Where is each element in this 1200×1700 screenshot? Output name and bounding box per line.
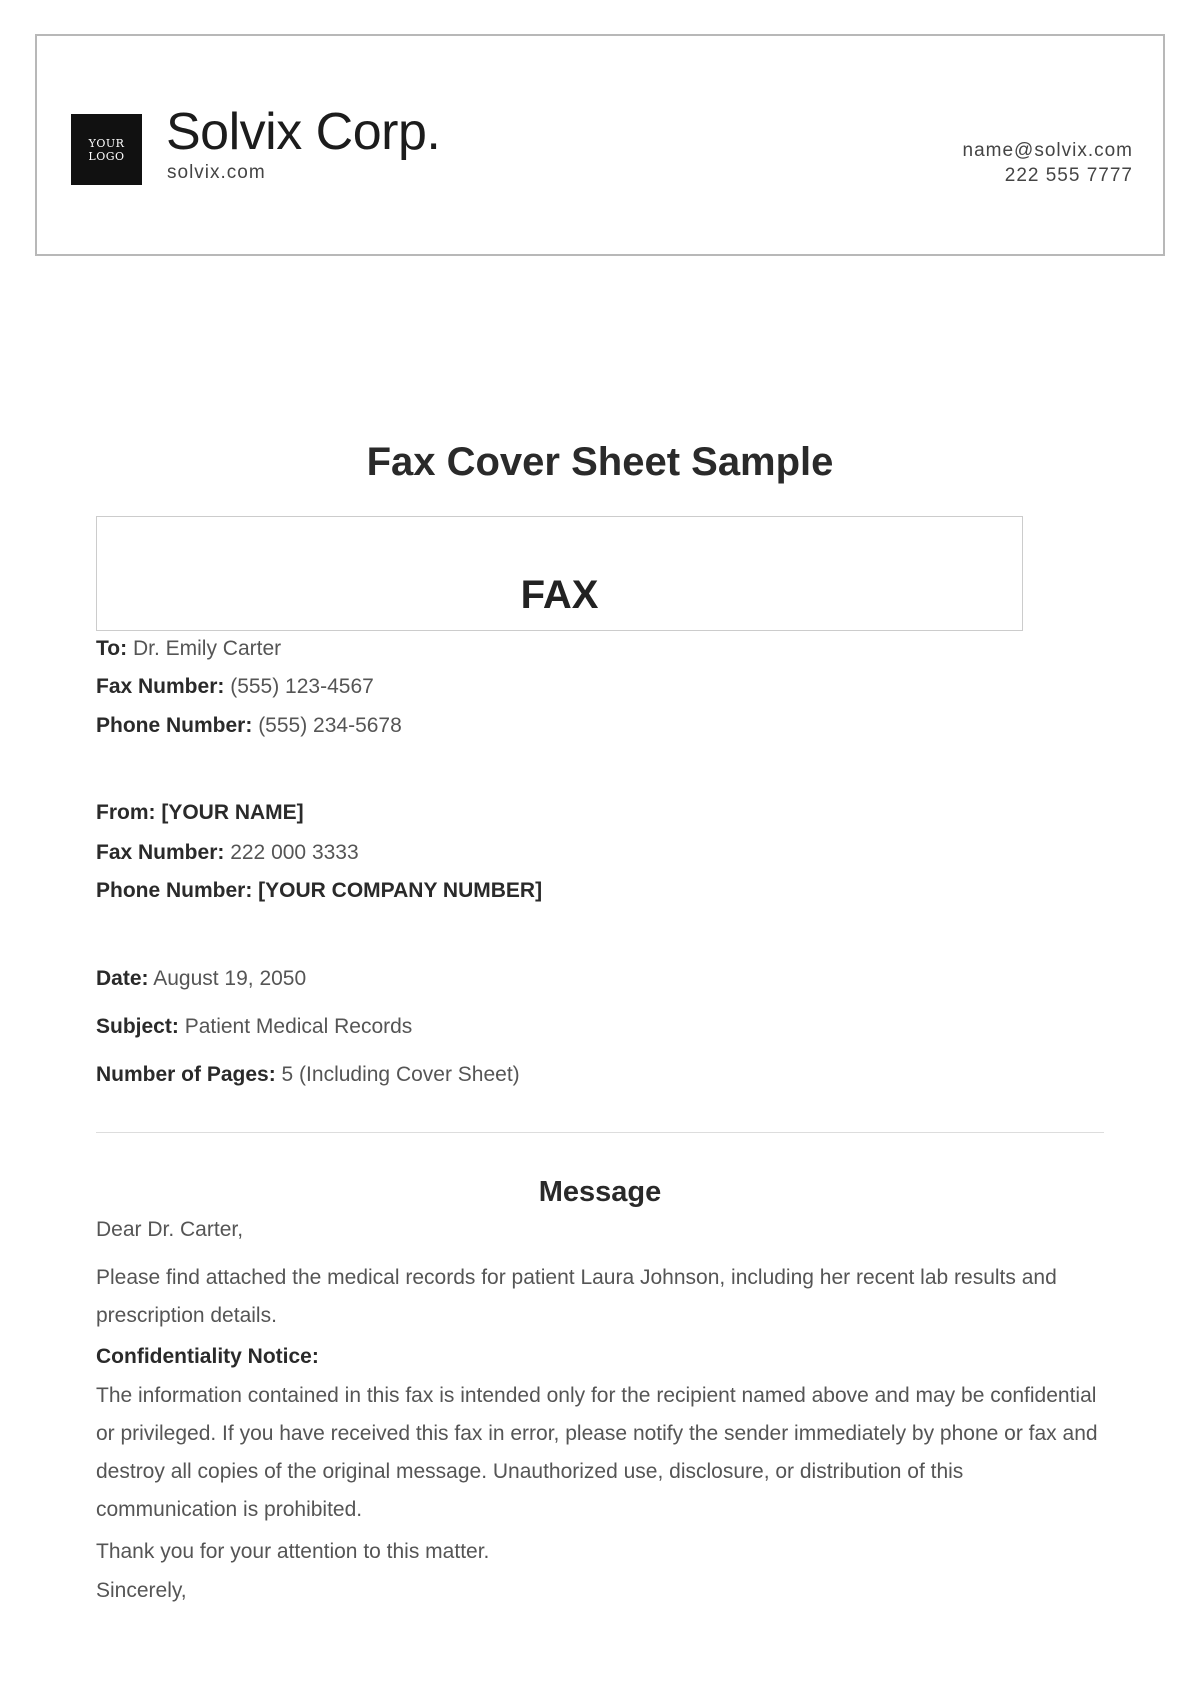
sender-fax-field [96, 841, 359, 865]
confidentiality-heading: Confidentiality Notice: [96, 1345, 319, 1368]
to-label: To: [96, 637, 128, 660]
sender-phone-field: Phone Number: [YOUR COMPANY NUMBER] [96, 879, 543, 902]
company-website: solvix.com [167, 162, 266, 183]
document-title: Fax Cover Sheet Sample [366, 440, 834, 484]
to-value: Dr. Emily Carter [132, 637, 282, 660]
subject-label: Subject: [96, 1015, 179, 1038]
sender-fax-label: Fax Number: [96, 841, 225, 864]
date-label: Date: [96, 967, 149, 990]
letterhead [35, 34, 1165, 256]
company-email: name@solvix.com [962, 140, 1133, 161]
pages-field [96, 1063, 520, 1087]
pages-value: 5 (Including Cover Sheet) [281, 1063, 520, 1086]
pages-label: Number of Pages: [96, 1063, 276, 1086]
company-name: Solvix Corp. [166, 103, 441, 161]
fax-label: FAX [520, 573, 599, 617]
message-paragraph: Please find attached the medical records for patient Laura Johnson, including her recent lab results and prescription details. [96, 1266, 1057, 1327]
company-phone: 222 555 7777 [1004, 165, 1133, 186]
confidentiality-text: The information contained in this fax is intended only for the recipient named above and may be confidential or privileged. If you have received this fax in error, please notify the sender immediately by phone or fax and destroy all copies of the original message. Unauthorized use, disclosure, or distribution of this communication is prohibited. [96, 1384, 1098, 1521]
message-greeting: Dear Dr. Carter, [96, 1218, 244, 1241]
subject-field [96, 1015, 412, 1039]
date-field [96, 967, 306, 991]
logo-text-line2: LOGO [88, 149, 125, 163]
message-closing: Sincerely, [96, 1579, 187, 1602]
recipient-fax-field [96, 675, 374, 699]
section-divider [96, 1132, 1104, 1133]
recipient-phone-value: (555) 234-5678 [258, 714, 402, 737]
date-value: August 19, 2050 [153, 967, 307, 990]
company-contact [963, 138, 1134, 188]
message-thanks: Thank you for your attention to this matter. [96, 1540, 490, 1563]
recipient-phone-field [96, 714, 402, 738]
subject-value: Patient Medical Records [184, 1015, 413, 1038]
recipient-fax-label: Fax Number: [96, 675, 225, 698]
message-heading: Message [538, 1176, 662, 1208]
logo-text-line1: YOUR [88, 136, 125, 150]
recipient-fax-value: (555) 123-4567 [230, 675, 374, 698]
from-field: From: [YOUR NAME] [96, 801, 304, 824]
sender-fax-value: 222 000 3333 [230, 841, 359, 864]
recipient-phone-label: Phone Number: [96, 714, 253, 737]
to-field [96, 637, 281, 661]
company-logo [71, 114, 142, 185]
fax-banner [96, 516, 1023, 631]
